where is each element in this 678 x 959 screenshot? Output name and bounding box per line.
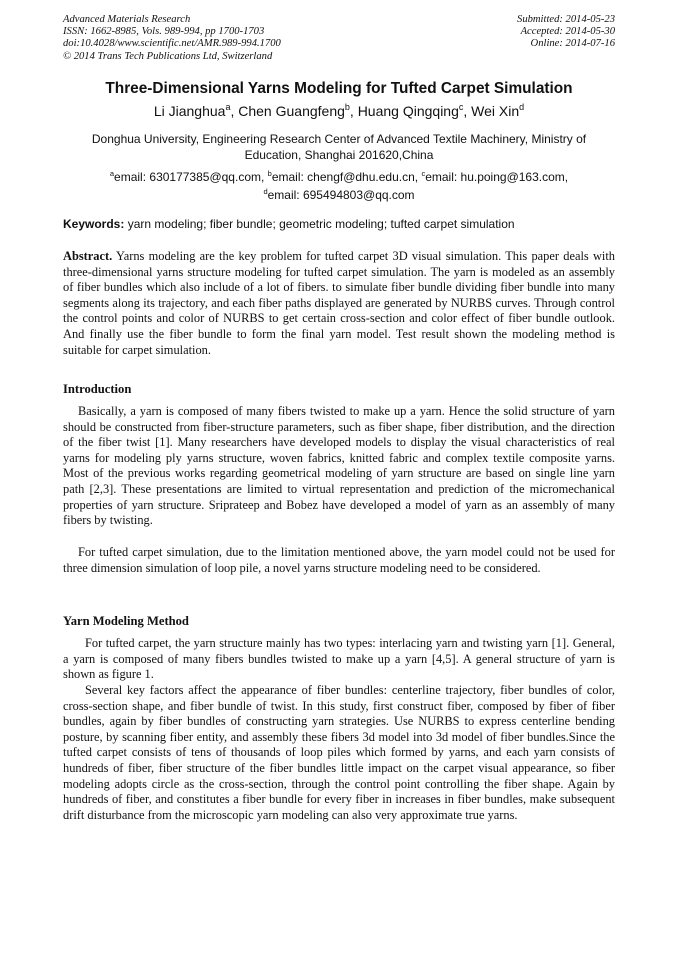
paper-title: Three-Dimensional Yarns Modeling for Tufted Carpet Simulation bbox=[105, 80, 573, 97]
email-mark: a bbox=[109, 169, 115, 178]
email-address[interactable]: email: chengf@dhu.edu.cn, bbox=[271, 170, 422, 184]
method-paragraph-1: For tufted carpet, the yarn structure mainly has two types: interlacing yarn and twisting yarn [1]. General, a yarn is composed of many fibers bundles twisted to make up a yarn [4,5]. A general structure of yarn is shown as figure 1. bbox=[63, 636, 615, 682]
publication-info bbox=[63, 14, 281, 63]
author-name: Chen Guangfeng bbox=[238, 103, 345, 119]
author-mark: d bbox=[519, 102, 525, 112]
copyright-line: © 2014 Trans Tech Publications Ltd, Switzerland bbox=[63, 50, 273, 62]
author-mark: a bbox=[225, 102, 231, 112]
email-address[interactable]: email: 695494803@qq.com bbox=[267, 187, 415, 202]
affiliation: Donghua University, Engineering Research Center of Advanced Textile Machinery, Ministry of Education, Shanghai 201620,China bbox=[91, 132, 587, 162]
author-name: Li Jianghua bbox=[153, 103, 226, 119]
author-list: Li Jianghua$^a$, Chen Guangfeng$^b$, Huang Qingqing$^c$, Wei Xin$^d$ bbox=[153, 102, 525, 119]
publication-dates bbox=[517, 14, 615, 51]
keywords bbox=[63, 217, 623, 231]
submitted-date: Submitted: 2014-05-23 bbox=[517, 14, 615, 25]
author-name: Huang Qingqing bbox=[357, 103, 459, 119]
email-mark: b bbox=[267, 169, 272, 178]
author-mark: c bbox=[458, 102, 464, 112]
section-heading-yarn-modeling: Yarn Modeling Method bbox=[63, 614, 189, 628]
section-heading-introduction: Introduction bbox=[63, 382, 132, 396]
online-date: Online: 2014-07-16 bbox=[530, 38, 615, 50]
abstract-label: Abstract. bbox=[63, 249, 113, 263]
email-mark: c bbox=[421, 169, 426, 178]
abstract-text: Yarns modeling are the key problem for tufted carpet 3D visual simulation. This paper deals with three-dimensional yarns structure modeling for tufted carpet simulation. The yarn is modeled as an assembly of fiber bundles which also include of a lot of fibers. to simulate fiber bundle dividing fiber bundle into many segments along its trajectory, and each fiber paths displayed are generated by NURBS curves. Through control the control points and color of NURBS to get certain cross-section and color effect of fiber bundle outlook. And finally use the fiber bundle to form the final yarn model. Test result shown the modeling method is suitable for carpet simulation. bbox=[63, 249, 615, 357]
keywords-label: Keywords: bbox=[63, 217, 125, 231]
intro-paragraph-1: Basically, a yarn is composed of many fibers twisted to make up a yarn. Hence the solid structure of yarn should be constructed from fiber-structure parameters, such as fiber shape, fiber distribution, and the direction of the fiber twist [1]. Many researchers have developed models to display the visual characteristics of real yarns for modeling ply yarns structure, woven fabrics, knitted fabric and complex textile composite yarns. Most of the previous works regarding geometrical modeling of yarn structure are based on single line yarn path [2,3]. These presentations are limited to virtual representation and prediction of the micromechanical properties of yarn structure. Sriprateep and Bobez have developed a model of yarn as an assembly of many fibers by twisting. bbox=[63, 404, 615, 528]
journal-name: Advanced Materials Research bbox=[63, 14, 191, 25]
keywords-text: yarn modeling; fiber bundle; geometric modeling; tufted carpet simulation bbox=[124, 217, 515, 231]
author-name: Wei Xin bbox=[471, 103, 520, 119]
method-paragraph-2: Several key factors affect the appearance of fiber bundles: centerline trajectory, fiber bundles of color, cross-section shape, and fiber bundle of twist. In this study, first construct fiber, composed by fiber of fiber bundles, again by fiber bundles of constructing yarn strategies. Use NURBS to express centerline bending posture, by scanning fiber entity, and assembly these fibers 3d model into 3d model of fiber bundles.Since the tufted carpet consists of tens of thousands of loop piles which formed by yarns, and each yarn consists of hundreds of fiber, fiber structure of the fiber bundles little impact on the carpet visual appearance, so fiber modeling adopts circle as the cross-section, through the control point controlling the fiber shape. Again by hundreds of fiber, and constitutes a fiber bundle for every fiber in increases in fiber bundles, make subsequent drift disturbance from the microscopic yarn modeling can also very approximate true yarns. bbox=[63, 683, 615, 822]
email-address[interactable]: email: 630177385@qq.com, bbox=[114, 170, 268, 184]
author-mark: b bbox=[344, 102, 350, 112]
email-mark: d bbox=[263, 186, 268, 196]
abstract bbox=[63, 249, 615, 358]
doi-line: doi:10.4028/www.scientific.net/AMR.989-994.1700 bbox=[63, 38, 281, 50]
email-list bbox=[60, 167, 618, 202]
email-address[interactable]: email: hu.poing@163.com, bbox=[425, 170, 569, 184]
accepted-date: Accepted: 2014-05-30 bbox=[520, 26, 615, 38]
intro-paragraph-2: For tufted carpet simulation, due to the limitation mentioned above, the yarn model could not be used for three dimension simulation of loop pile, a novel yarns structure modeling need to be considered. bbox=[63, 545, 615, 575]
issn-line: ISSN: 1662-8985, Vols. 989-994, pp 1700-1703 bbox=[63, 26, 265, 38]
